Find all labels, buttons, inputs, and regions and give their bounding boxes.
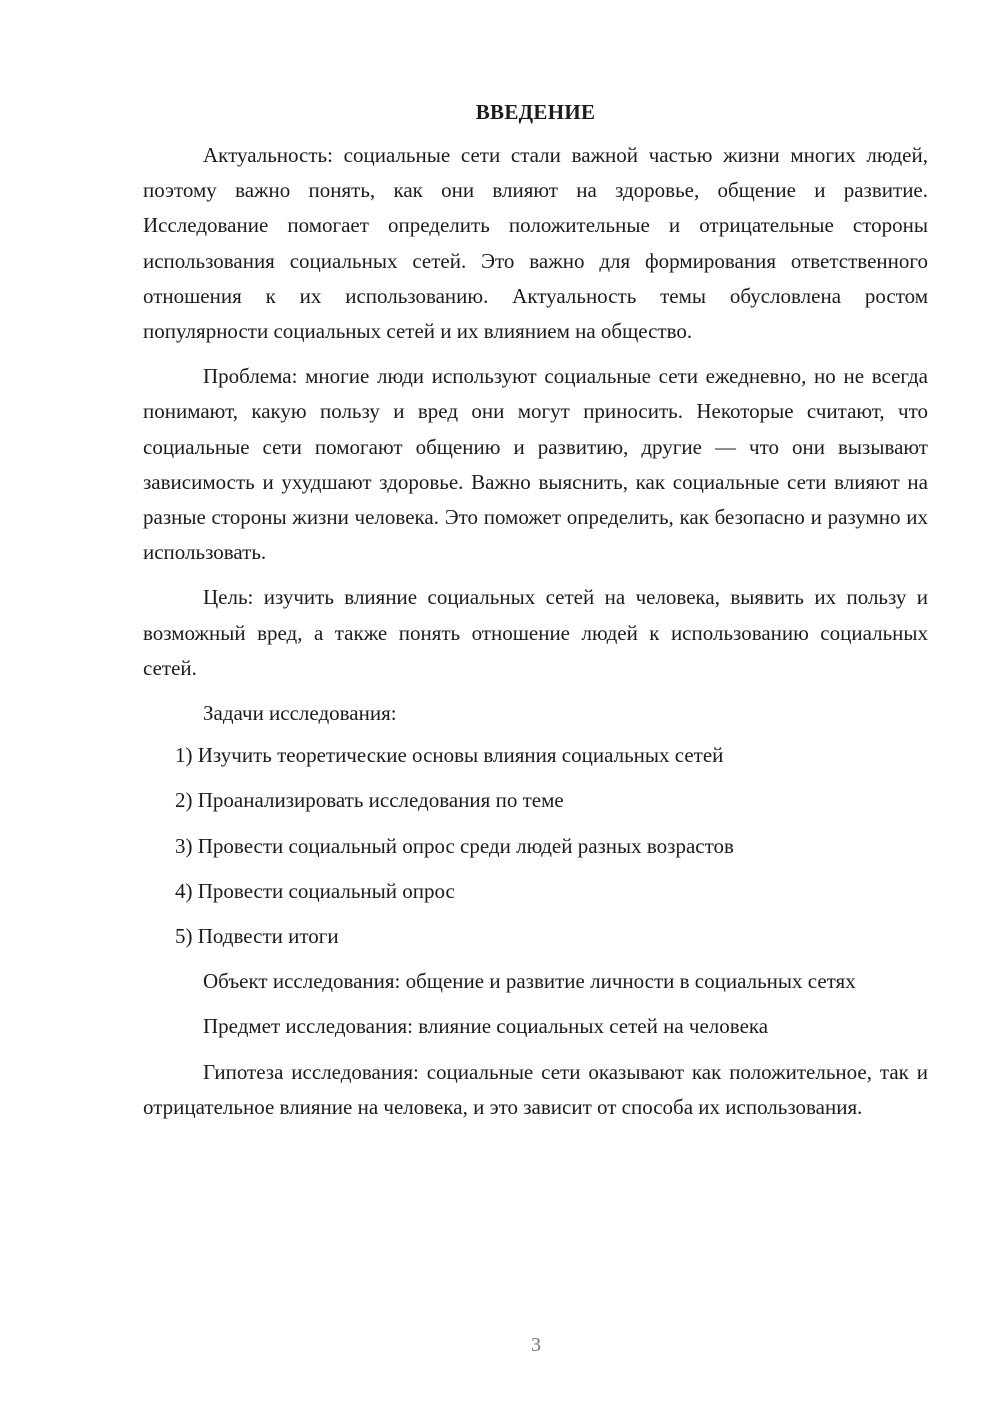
- paragraph-object: Объект исследования: общение и развитие личности в социальных сетях: [203, 969, 856, 994]
- paragraph-tasks-heading: Задачи исследования:: [203, 701, 397, 726]
- list-item: 2) Проанализировать исследования по теме: [175, 788, 564, 813]
- list-item: 3) Провести социальный опрос среди людей разных возрастов: [175, 833, 734, 858]
- section-title: ВВЕДЕНИЕ: [475, 100, 596, 124]
- list-item: 4) Провести социальный опрос: [175, 878, 455, 903]
- paragraph-goal: Цель: изучить влияние социальных сетей на человека, выявить их пользу и возможный вред, а также понять отношение людей к использованию социальных сетей.: [143, 585, 928, 680]
- tasks-list: [143, 738, 928, 954]
- list-item: 5) Подвести итоги: [175, 924, 339, 949]
- paragraph-subject: Предмет исследования: влияние социальных сетей на человека: [203, 1014, 769, 1039]
- page-number: 3: [531, 1334, 541, 1356]
- list-item: 1) Изучить теоретические основы влияния социальных сетей: [175, 743, 724, 768]
- page-content: [143, 96, 928, 1135]
- paragraph-hypothesis: Гипотеза исследования: социальные сети оказывают как положительное, так и отрицательное влияние на человека, и это зависит от способа их использования.: [143, 1059, 928, 1119]
- paragraph-problem: Проблема: многие люди используют социальные сети ежедневно, но не всегда понимают, какую пользу и вред они могут приносить. Некоторые считают, что социальные сети помогают общению и развитию, другие — что они вызывают зависимость и ухудшают здоровье. Важно выяснить, как социальные сети влияют на разные стороны жизни человека. Это поможет определить, как безопасно и разумно их использовать.: [143, 364, 928, 565]
- paragraph-relevance: Актуальность: социальные сети стали важной частью жизни многих людей, поэтому важно понять, как они влияют на здоровье, общение и развитие. Исследование помогает определить положительные и отрицательные стороны использования социальных сетей. Это важно для формирования ответственного отношения к их использованию. Актуальность темы обусловлена ростом популярности социальных сетей и их влиянием на общество.: [143, 143, 928, 344]
